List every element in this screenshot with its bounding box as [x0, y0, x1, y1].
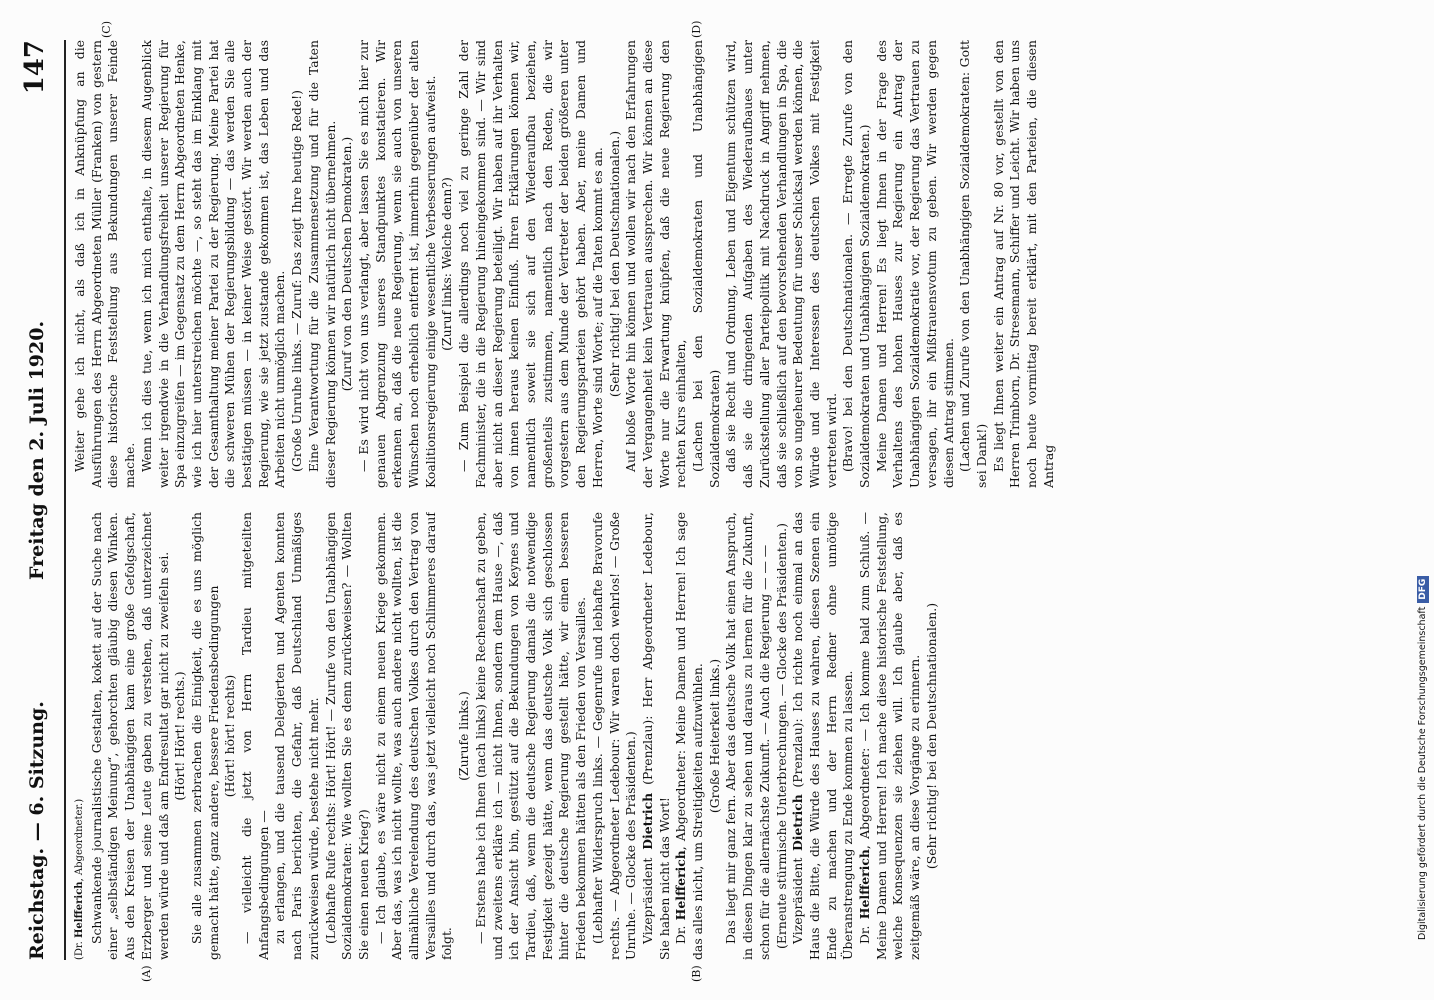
interjection: (Große Heiterkeit links.) — [706, 658, 722, 814]
paragraph: Dr. Helfferich, Abgeordneter: — Ich komme bald zum Schluß. — Meine Damen und Herren! Ich mache diese historische Feststellung, welche Konsequenzen sie ziehen will. Ich glaube aber, daß es zeitgemäß wäre, an diese Vorgänge zu erinnern. — [857, 512, 923, 960]
paragraph: Sie alle zusammen zerbrachen die Einigkeit, die es uns möglich gemacht hätte, ganz andere, bessere Friedensbedingungen — [188, 512, 221, 960]
header-rule — [64, 40, 66, 960]
interjection: (Zuruf links: Welche denn?) — [439, 177, 455, 351]
margin-marker-b: (B) — [690, 965, 703, 982]
paragraph: (Lachen bei den Sozialdemokraten und Unabhängigen Sozialdemokraten) — [690, 40, 722, 488]
right-column — [72, 40, 1297, 488]
digitization-credit — [1412, 70, 1434, 940]
interjection: (Erneute stürmische Unterbrechungen. — Glocke des Präsidenten.) — [773, 523, 789, 949]
header-session: Reichstag. — 6. Sitzung. — [26, 701, 48, 960]
interjection: (Sehr richtig! bei den Deutschnationalen.) — [606, 130, 622, 398]
paragraph: Eine Verantwortung für die Zusammensetzung und für die Taten dieser Regierung können wir natürlich nicht übernehmen. — [305, 40, 338, 488]
paragraph: Meine Damen und Herren! Es liegt Ihnen in der Frage des Verhaltens des hohen Hauses zur Regierung ein Antrag der Unabhängigen Sozialdemokratie vor, der Regierung das Vertrauen zu versagen, ihr ein Mißtrauensvotum zu geben. Wir werden gegen diesen Antrag stimmen. — [873, 40, 956, 488]
paragraph: (Große Unruhe links. — Zuruf: Das zeigt Ihre heutige Rede!) — [289, 90, 305, 472]
page-number: 147 — [20, 40, 50, 95]
interjection: (Zuruf von den Deutschen Demokraten.) — [339, 136, 355, 392]
paragraph: — Erstens habe ich Ihnen (nach links) keine Rechenschaft zu geben, und zweitens erkläre ich — nicht Ihnen, sondern dem Hause —, daß ich der Ansicht bin, gestützt auf die Bekundungen von Keynes und Tardieu, daß, wenn die deutsche Regierung damals die notwendige Festigkeit gezeigt hätte, wenn das deutsche Volk sich geschlossen hinter die deutsche Regierung gestellt hätte, wir einen besseren Frieden bekommen hätten als den Frieden von Versailles. — [472, 512, 589, 960]
paragraph: — Ich glaube, es wäre nicht zu einem neuen Kriege gekommen. Aber das, was ich nicht wollte, was auch andere nicht wollten, ist die allmähliche Verelendung des deutschen Volkes durch den Vertrag von Versailles und durch das, was jetzt vielleicht noch Schlimmeres darauf folgt. — [372, 512, 455, 960]
speaker-continuation: (Dr. Helfferich, Abgeordneter.) — [74, 798, 85, 960]
interjection: (Hört! Hört! rechts.) — [172, 671, 188, 801]
paragraph: — vielleicht die jetzt von Herrn Tardieu mitgeteilten Anfangsbedingungen — — [239, 512, 271, 960]
paragraph: Schwankende journalistische Gestalten, kokett auf der Suche nach einer „selbständigen Meinung“, gehorchten gläubig diesen Winken. Aus den Kreisen der Unabhängigen kam eine große Gefolgschaft, Erzberger und seine Leute gaben zu verstehen, daß unterzeichnet werden würde und daß am Endresultat gar nicht zu zweifeln sei. — [88, 512, 171, 960]
margin-marker-a: (A) — [140, 965, 153, 982]
paragraph: Wenn ich dies tue, wenn ich mich enthalte, in diesem Augenblick weiter irgendwie in die Verhandlungsfreiheit unserer Regierung für Spa einzugreifen — im Gegensatz zu dem Herrn Abgeordneten Henke, wie ich hier unterstreichen möchte —, so steht das im Einklang mit der Gesamthaltung meiner Partei zu der Regierung. Meine Partei hat die schweren Mühen der Regierungsbildung — das werden Sie alle bestätigen müssen — in keiner Weise gestört. Wir werden auch der Regierung, wie sie jetzt zustande gekommen ist, das Leben und das Arbeiten nicht unmöglich machen. — [138, 40, 288, 488]
interjection: (Hört! hört! rechts) — [222, 674, 238, 798]
paragraph: (Bravo! bei den Deutschnationalen. — Erregte Zurufe von den Sozialdemokraten und Unabhängigen Sozialdemokraten.) — [840, 40, 873, 488]
margin-marker-c: (C) — [100, 21, 113, 38]
paragraph: Vizepräsident Dietrich (Prenzlau): Ich richte noch einmal an das Haus die Bitte, die Würde des Hauses zu wahren, diesen Szenen ein Ende zu machen und der Herrn Redner ohne unnötige Überanstrengung zu Ende kommen zu lassen. — [790, 512, 856, 960]
paragraph: Das liegt mir ganz fern. Aber das deutsche Volk hat einen Anspruch, in diesen Dingen klar zu sehen und daraus zu lernen für die Zukunft, schon für die allernächste Zukunft. — Auch die Regierung — — — — [723, 512, 772, 960]
paragraph: Auf bloße Worte hin können und wollen wir nach den Erfahrungen der Vergangenheit kein Vertrauen aussprechen. Wir können an diese Worte nur die Erwartung knüpfen, daß die neue Regierung den rechten Kurs einhalten, — [623, 40, 689, 488]
left-column — [72, 512, 1297, 960]
paragraph: (Lebhafter Widerspruch links. — Gegenrufe und lebhafte Bravorufe rechts. — Abgeordneter Ledebour: Wir waren doch wehrlos! — Große Unruhe. — Glocke des Präsidenten.) — [589, 512, 639, 960]
paragraph: Vizepräsident Dietrich (Prenzlau): Herr Abgeordneter Ledebour, Sie haben nicht das Wort! — [639, 512, 672, 960]
dfg-logo-icon: DFG — [1417, 576, 1429, 603]
interjection: (Sehr richtig! bei den Deutschnationalen.) — [923, 602, 939, 870]
paragraph: — Es wird nicht von uns verlangt, aber lassen Sie es mich hier zur genauen Abgrenzung unseres Standpunktes konstatieren. Wir erkennen an, daß die neue Regierung, wenn sie auch von unseren Wünschen noch erheblich entfernt ist, immerhin gegenüber der alten Koalitionsregierung einige wesentliche Verbesserungen aufweist. — [355, 40, 438, 488]
paragraph: (Lachen und Zurufe von den Unabhängigen Sozialdemokraten: Gott sei Dank!) — [957, 40, 989, 488]
running-header — [20, 40, 60, 960]
header-date: Freitag den 2. Juli 1920. — [26, 320, 48, 580]
margin-marker-d: (D) — [690, 20, 703, 38]
paragraph: Dr. Helfferich, Abgeordneter: Meine Damen und Herren! Ich sage das alles nicht, um Streitigkeiten aufzuwühlen. — [673, 512, 706, 960]
paragraph: — Zum Beispiel die allerdings noch viel zu geringe Zahl der Fachminister, die in die Regierung hineingekommen sind. — Wir sind aber nicht an dieser Regierung beteiligt. Wir haben auf ihr Verhalten von innen heraus keinen Einfluß. Ihren Erklärungen können wir, namentlich soweit sie sich auf den Wiederaufbau beziehen, großenteils zustimmen, namentlich nach den Reden, die wir vorgestern aus dem Munde der Vertreter der beiden größeren unter den Regierungsparteien gehört haben. Aber, meine Damen und Herren, Worte sind Worte; auf die Taten kommt es an. — [456, 40, 605, 488]
interjection: (Zurufe links.) — [456, 691, 472, 781]
paragraph: daß sie Recht und Ordnung, Leben und Eigentum schützen wird, daß sie die dringenden Aufgaben des Wiederaufbaues unter Zurückstellung aller Parteipolitik mit Nachdruck in Angriff nehmen, daß sie schließlich auf den bevorstehenden Verhandlungen in Spa, die von so ungeheurer Bedeutung für unser Schicksal werden können, die Würde und die Interessen des deutschen Volkes mit Festigkeit vertreten wird. — [723, 40, 839, 488]
paragraph: zu erlangen, und die tausend Delegierten und Agenten konnten nach Paris berichten, die Gefahr, daß Deutschland Unmäßiges zurückweisen würde, bestehe nicht mehr. — [272, 512, 321, 960]
credit-text: Digitalisierung gefördert durch die Deutsche Forschungsgemeinschaft — [1417, 606, 1428, 940]
paragraph: Es liegt Ihnen weiter ein Antrag auf Nr. 80 vor, gestellt von den Herren Trimborn, Dr. Stresemann, Schiffer und Leicht. Wir haben uns noch heute vormittag bereit erklärt, mit den Parteien, die diesen Antrag — [990, 40, 1056, 488]
paragraph: Weiter gehe ich nicht, als daß ich in Anknüpfung an die Ausführungen des Herrn Abgeordneten Müller (Franken) von gestern diese historische Feststellung aus Bekundungen unserer Feinde mache. — [72, 40, 138, 488]
paragraph: (Lebhafte Rufe rechts: Hört! Hört! — Zurufe von den Unabhängigen Sozialdemokraten: Wie wollten Sie es denn zurückweisen? — Wollten Sie einen neuen Krieg?) — [322, 512, 371, 960]
